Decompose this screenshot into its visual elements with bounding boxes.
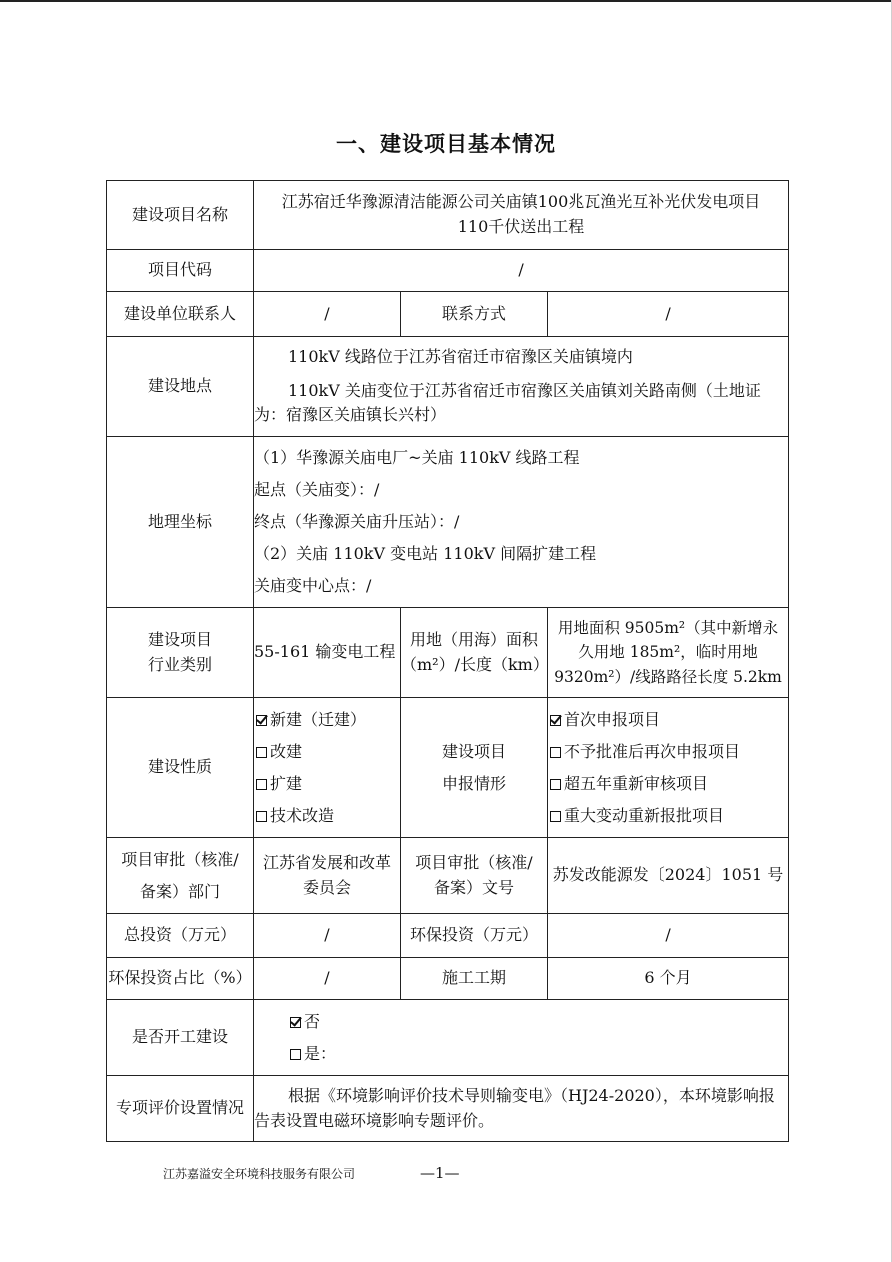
category-label xyxy=(107,608,254,698)
area-label-line1: 用地（用海）面积 xyxy=(409,629,538,649)
row-special xyxy=(107,1076,789,1142)
nature-option-label: 新建（迁建） xyxy=(270,709,367,729)
started-no-option xyxy=(290,1006,788,1038)
area-value-line1: 用地面积 9505m²（其中新增永 xyxy=(557,619,779,638)
row-ratio xyxy=(107,958,789,1000)
env-investment-value: / xyxy=(548,914,789,958)
coords-value xyxy=(254,437,789,608)
approval-dept-label xyxy=(107,838,254,914)
project-code-value: / xyxy=(254,250,789,292)
project-info-table xyxy=(106,180,789,1142)
location-line1: 110kV 线路位于江苏省宿迁市宿豫区关庙镇境内 xyxy=(288,346,633,366)
project-name-line1: 江苏宿迁华豫源清洁能源公司关庙镇100兆瓦渔光互补光伏发电项目 xyxy=(281,192,761,212)
row-started xyxy=(107,1000,789,1076)
section-title: 一、建设项目基本情况 xyxy=(336,132,556,156)
investment-label: 总投资（万元） xyxy=(107,914,254,958)
approval-doc-label-line1: 项目审批（核准/ xyxy=(415,852,533,872)
row-coords xyxy=(107,437,789,608)
checkbox-checked-icon xyxy=(256,715,267,726)
nature-option-label: 扩建 xyxy=(270,773,303,793)
approval-dept-label-line1: 项目审批（核准/ xyxy=(121,849,239,869)
row-project-name xyxy=(107,181,789,250)
row-approval xyxy=(107,838,789,914)
contact-label: 建设单位联系人 xyxy=(107,292,254,337)
checkbox-icon xyxy=(290,1049,301,1060)
area-value-line2: 久用地 185m²，临时用地 xyxy=(578,643,758,662)
approval-dept-value xyxy=(254,838,401,914)
ratio-value: / xyxy=(254,958,401,1000)
contact-method-label: 联系方式 xyxy=(401,292,548,337)
row-project-code xyxy=(107,250,789,292)
approval-dept-label-line2: 备案）部门 xyxy=(139,881,220,901)
started-no-label: 否 xyxy=(304,1011,321,1031)
approval-doc-label xyxy=(401,838,548,914)
row-investment xyxy=(107,914,789,958)
nature-option xyxy=(254,736,400,768)
apply-option-label: 超五年重新审核项目 xyxy=(564,773,709,793)
checkbox-checked-icon xyxy=(290,1017,301,1028)
checkbox-icon xyxy=(550,747,561,758)
nature-option xyxy=(254,704,400,736)
coords-label: 地理坐标 xyxy=(107,437,254,608)
location-value xyxy=(254,337,789,437)
project-name-value xyxy=(254,181,789,250)
apply-option-label: 重大变动重新报批项目 xyxy=(564,805,725,825)
project-code-label: 项目代码 xyxy=(107,250,254,292)
special-label: 专项评价设置情况 xyxy=(107,1076,254,1142)
area-label-line2: （m²）/长度（km） xyxy=(401,654,549,674)
apply-option xyxy=(548,736,788,768)
apply-label-line1: 建设项目 xyxy=(441,741,506,761)
approval-dept-value-line2: 委员会 xyxy=(302,877,351,897)
period-label: 施工工期 xyxy=(401,958,548,1000)
checkbox-icon xyxy=(256,811,267,822)
page-top-border xyxy=(0,0,892,2)
nature-option xyxy=(254,800,400,832)
location-line2: 110kV 关庙变位于江苏省宿迁市宿豫区关庙镇刘关路南侧（土地证为：宿豫区关庙镇长兴村） xyxy=(254,380,761,425)
category-label-line2: 行业类别 xyxy=(147,654,212,674)
row-nature xyxy=(107,698,789,838)
coords-line2: 起点（关庙变）：/ xyxy=(254,480,380,499)
checkbox-checked-icon xyxy=(550,715,561,726)
page-number: —1— xyxy=(420,1164,460,1182)
area-value-line3: 9320m²）/线路路径长度 5.2km xyxy=(554,667,782,686)
apply-label-line2: 申报情形 xyxy=(441,773,506,793)
coords-line5: 关庙变中心点：/ xyxy=(254,576,372,595)
checkbox-icon xyxy=(256,747,267,758)
apply-option-label: 不予批准后再次申报项目 xyxy=(564,741,741,761)
apply-option xyxy=(548,768,788,800)
checkbox-icon xyxy=(256,779,267,790)
category-label-line1: 建设项目 xyxy=(147,629,212,649)
nature-label: 建设性质 xyxy=(107,698,254,838)
investment-value: / xyxy=(254,914,401,958)
started-label: 是否开工建设 xyxy=(107,1000,254,1076)
location-label: 建设地点 xyxy=(107,337,254,437)
approval-dept-value-line1: 江苏省发展和改革 xyxy=(262,852,391,872)
checkbox-icon xyxy=(550,779,561,790)
special-value: 根据《环境影响评价技术导则输变电》（HJ24-2020），本环境影响报告表设置电磁环境影响专题评价。 xyxy=(254,1076,789,1142)
apply-option xyxy=(548,800,788,832)
apply-options xyxy=(548,698,789,838)
started-yes-label: 是： xyxy=(304,1043,337,1063)
nature-option xyxy=(254,768,400,800)
approval-doc-value: 苏发改能源发〔2024〕1051 号 xyxy=(548,838,789,914)
category-value: 55-161 输变电工程 xyxy=(254,608,401,698)
approval-doc-label-line2: 备案）文号 xyxy=(433,877,514,897)
project-name-label: 建设项目名称 xyxy=(107,181,254,250)
project-name-line2: 110千伏送出工程 xyxy=(457,217,585,236)
apply-option-label: 首次申报项目 xyxy=(564,709,661,729)
apply-label xyxy=(401,698,548,838)
row-location xyxy=(107,337,789,437)
coords-line3: 终点（华豫源关庙升压站）：/ xyxy=(254,512,460,531)
nature-option-label: 技术改造 xyxy=(270,805,335,825)
checkbox-icon xyxy=(550,811,561,822)
footer-company: 江苏嘉溢安全环境科技服务有限公司 xyxy=(163,1167,356,1181)
started-options xyxy=(254,1000,789,1076)
row-contact xyxy=(107,292,789,337)
coords-line4: （2）关庙 110kV 变电站 110kV 间隔扩建工程 xyxy=(254,544,597,563)
nature-option-label: 改建 xyxy=(270,741,303,761)
period-value: 6 个月 xyxy=(548,958,789,1000)
coords-line1: （1）华豫源关庙电厂~关庙 110kV 线路工程 xyxy=(254,448,580,467)
contact-value: / xyxy=(254,292,401,337)
contact-method-value: / xyxy=(548,292,789,337)
nature-options xyxy=(254,698,401,838)
row-category xyxy=(107,608,789,698)
env-investment-label: 环保投资（万元） xyxy=(401,914,548,958)
apply-option xyxy=(548,704,788,736)
area-value xyxy=(548,608,789,698)
started-yes-option xyxy=(290,1038,788,1070)
area-label xyxy=(401,608,548,698)
ratio-label: 环保投资占比（%） xyxy=(107,958,254,1000)
